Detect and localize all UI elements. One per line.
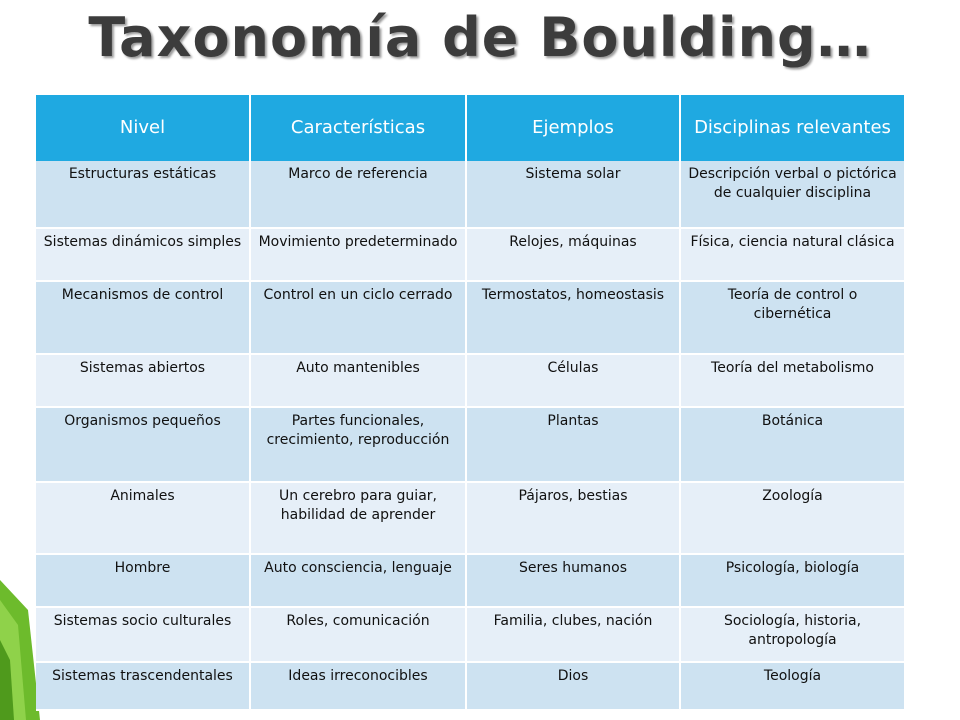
cell-disciplinas: Física, ciencia natural clásica: [680, 228, 904, 281]
table-row: [36, 407, 904, 482]
table-row: [36, 228, 904, 281]
cell-disciplinas: Descripción verbal o pictórica de cualquier disciplina: [680, 161, 904, 228]
cell-nivel: Organismos pequeños: [36, 407, 250, 482]
cell-nivel: Animales: [36, 482, 250, 554]
table-row: [36, 662, 904, 710]
cell-caracteristicas: Partes funcionales, crecimiento, reproducción: [250, 407, 466, 482]
table-row: [36, 607, 904, 662]
header-nivel: Nivel: [36, 95, 250, 161]
table-header-row: [36, 95, 904, 161]
cell-nivel: Mecanismos de control: [36, 281, 250, 354]
cell-caracteristicas: Auto mantenibles: [250, 354, 466, 407]
cell-ejemplos: Plantas: [466, 407, 680, 482]
cell-caracteristicas: Ideas irreconocibles: [250, 662, 466, 710]
cell-disciplinas: Psicología, biología: [680, 554, 904, 607]
table-row: [36, 482, 904, 554]
cell-caracteristicas: Auto consciencia, lenguaje: [250, 554, 466, 607]
table-row: [36, 554, 904, 607]
cell-nivel: Sistemas trascendentales: [36, 662, 250, 710]
header-ejemplos: Ejemplos: [466, 95, 680, 161]
cell-nivel: Sistemas abiertos: [36, 354, 250, 407]
cell-disciplinas: Teoría de control o cibernética: [680, 281, 904, 354]
cell-caracteristicas: Control en un ciclo cerrado: [250, 281, 466, 354]
cell-caracteristicas: Movimiento predeterminado: [250, 228, 466, 281]
cell-ejemplos: Pájaros, bestias: [466, 482, 680, 554]
cell-disciplinas: Zoología: [680, 482, 904, 554]
cell-ejemplos: Dios: [466, 662, 680, 710]
table-row: [36, 161, 904, 228]
cell-nivel: Estructuras estáticas: [36, 161, 250, 228]
table-row: [36, 281, 904, 354]
cell-disciplinas: Botánica: [680, 407, 904, 482]
cell-ejemplos: Familia, clubes, nación: [466, 607, 680, 662]
cell-ejemplos: Termostatos, homeostasis: [466, 281, 680, 354]
cell-disciplinas: Teología: [680, 662, 904, 710]
cell-ejemplos: Sistema solar: [466, 161, 680, 228]
green-corner-decoration: [0, 580, 40, 720]
cell-nivel: Sistemas socio culturales: [36, 607, 250, 662]
cell-ejemplos: Seres humanos: [466, 554, 680, 607]
cell-caracteristicas: Un cerebro para guiar, habilidad de aprender: [250, 482, 466, 554]
cell-ejemplos: Relojes, máquinas: [466, 228, 680, 281]
slide-title: Taxonomía de Boulding…: [88, 6, 872, 69]
cell-nivel: Hombre: [36, 554, 250, 607]
table-row: [36, 354, 904, 407]
header-disciplinas: Disciplinas relevantes: [680, 95, 904, 161]
header-caracteristicas: Características: [250, 95, 466, 161]
cell-ejemplos: Células: [466, 354, 680, 407]
cell-caracteristicas: Marco de referencia: [250, 161, 466, 228]
cell-nivel: Sistemas dinámicos simples: [36, 228, 250, 281]
cell-disciplinas: Sociología, historia, antropología: [680, 607, 904, 662]
boulding-taxonomy-table: [36, 95, 904, 711]
cell-caracteristicas: Roles, comunicación: [250, 607, 466, 662]
cell-disciplinas: Teoría del metabolismo: [680, 354, 904, 407]
